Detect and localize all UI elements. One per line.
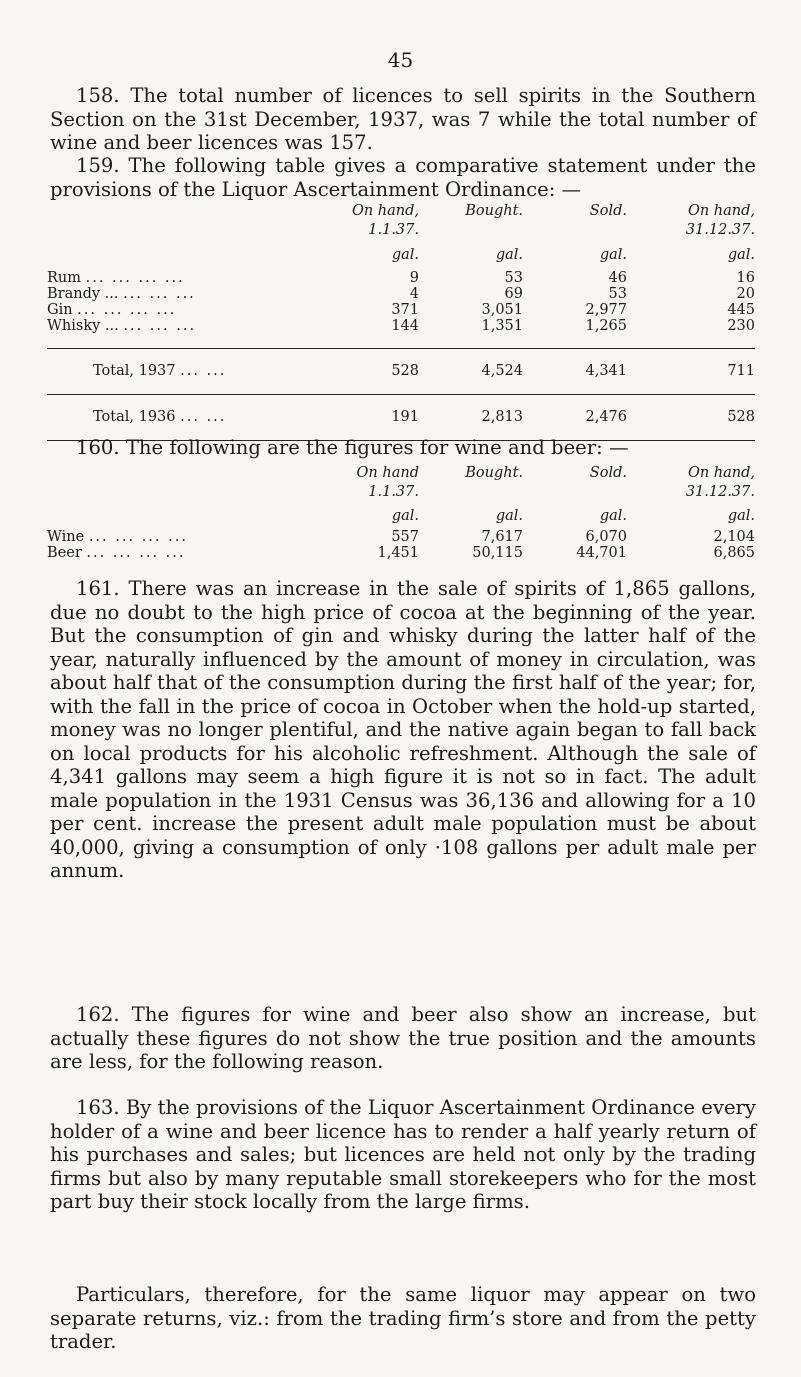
cell-on-hand-end: 2,104 [713, 529, 755, 545]
unit-label: gal. [727, 507, 755, 524]
row-label: Total, 1936 [93, 409, 176, 425]
table-row [47, 318, 755, 348]
unit-label: gal. [391, 507, 419, 524]
paragraph-162: 162. The figures for wine and beer also show an increase, but actually these figures do not show the true position and the amounts are less, for the following reason. [50, 1003, 756, 1073]
cell-sold: 46 [608, 270, 627, 286]
unit-label: gal. [727, 247, 755, 263]
cell-on-hand-end: 711 [627, 348, 755, 394]
header-bought: Bought. [465, 465, 523, 481]
table-row [47, 545, 755, 561]
header-on-hand-start: On hand [356, 465, 419, 481]
paragraph-163-continued: Particulars, therefore, for the same liquor may appear on two separate returns, viz.: from the trading firm’s store and from the petty trader. [50, 1283, 756, 1353]
total-row-1937 [47, 348, 755, 394]
cell-on-hand-end: 230 [727, 318, 755, 334]
header-date-start: 1.1.37. [368, 483, 419, 500]
unit-label: gal. [391, 247, 419, 263]
row-label: Wine [47, 529, 85, 545]
table-row [47, 529, 755, 545]
leader-dots: ... ... ... ... [85, 270, 185, 286]
cell-sold: 2,476 [523, 394, 627, 440]
table-row [47, 270, 755, 286]
wine-beer-table [47, 465, 755, 561]
cell-on-hand-end: 6,865 [713, 545, 755, 561]
unit-label: gal. [599, 507, 627, 524]
cell-on-hand-start: 371 [391, 302, 419, 318]
cell-on-hand-start: 9 [409, 270, 419, 286]
cell-sold: 1,265 [585, 318, 627, 334]
leader-dots: ... ... ... ... [77, 302, 177, 318]
leader-dots: ... ... ... ... [86, 545, 186, 561]
cell-on-hand-start: 1,451 [377, 545, 419, 561]
header-on-hand-end: On hand, [687, 465, 755, 481]
cell-sold: 44,701 [576, 545, 627, 561]
cell-on-hand-start: 528 [331, 348, 419, 394]
header-date-end: 31.12.37. [685, 221, 755, 238]
header-sold: Sold. [589, 465, 627, 481]
cell-bought: 50,115 [472, 545, 523, 561]
total-row-1936 [47, 394, 755, 440]
cell-sold: 53 [608, 286, 627, 302]
paragraph-158: 158. The total number of licences to sell spirits in the Southern Section on the 31st December, 1937, was 7 while the total number of wine and beer licences was 157. [50, 84, 756, 154]
paragraph-161: 161. There was an increase in the sale of spirits of 1,865 gallons, due no doubt to the high price of cocoa at the beginning of the year. But the consumption of gin and whisky during the latter half of the year, naturally influenced by the amount of money in circulation, was about half that of the consumption during the first half of the year; for, with the fall in the price of cocoa in October when the hold-up started, money was no longer plentiful, and the native again began to fall back on local products for his alcoholic refreshment. Although the sale of 4,341 gallons may seem a high figure it is not so in fact. The adult male population in the 1931 Census was 36,136 and allowing for a 10 per cent. increase the present adult male population must be about 40,000, giving a consumption of only ·108 gallons per adult male per annum. [50, 577, 756, 882]
table-row [47, 302, 755, 318]
paragraph-160: 160. The following are the figures for wine and beer: — [76, 436, 629, 459]
cell-on-hand-end: 528 [627, 394, 755, 440]
row-label: Gin [47, 302, 73, 318]
unit-label: gal. [599, 247, 627, 263]
spirits-date-row [47, 219, 755, 240]
cell-bought: 53 [504, 270, 523, 286]
paragraph-163: 163. By the provisions of the Liquor Ascertainment Ordinance every holder of a wine and beer licence has to render a half yearly return of his purchases and sales; but licences are held not only by the trading firms but also by many reputable small storekeepers who for the most part buy their stock locally from the large firms. [50, 1096, 756, 1213]
cell-sold: 2,977 [585, 302, 627, 318]
spirits-table [47, 203, 755, 441]
table-row [47, 286, 755, 302]
wine-beer-date-row [47, 481, 755, 502]
cell-on-hand-end: 16 [736, 270, 755, 286]
cell-on-hand-start: 4 [409, 286, 419, 302]
leader-dots: ... ... [180, 363, 227, 379]
header-on-hand-end: On hand, [687, 203, 755, 219]
cell-bought: 4,524 [419, 348, 523, 394]
paragraph-159: 159. The following table gives a comparative statement under the provisions of the Liquor Ascertainment Ordinance: — [50, 154, 756, 201]
header-on-hand-start: On hand, [351, 203, 419, 219]
page-number: 45 [387, 48, 414, 72]
row-label: Brandy ... [47, 286, 119, 302]
header-bought: Bought. [465, 203, 523, 219]
row-label: Total, 1937 [93, 363, 176, 379]
header-date-start: 1.1.37. [368, 221, 419, 238]
cell-bought: 69 [504, 286, 523, 302]
unit-label: gal. [495, 247, 523, 263]
unit-label: gal. [495, 507, 523, 524]
cell-on-hand-start: 557 [391, 529, 419, 545]
wine-beer-header-row [47, 465, 755, 481]
header-date-end: 31.12.37. [685, 483, 755, 500]
row-label: Beer [47, 545, 82, 561]
cell-bought: 2,813 [419, 394, 523, 440]
cell-on-hand-end: 20 [736, 286, 755, 302]
row-label: Whisky ... [47, 318, 119, 334]
cell-sold: 6,070 [585, 529, 627, 545]
cell-on-hand-start: 191 [331, 394, 419, 440]
leader-dots: ... ... [180, 409, 227, 425]
spirits-unit-row [47, 240, 755, 270]
cell-on-hand-end: 445 [727, 302, 755, 318]
cell-on-hand-start: 144 [391, 318, 419, 334]
header-sold: Sold. [589, 203, 627, 219]
leader-dots: ... ... ... ... [88, 529, 188, 545]
cell-sold: 4,341 [523, 348, 627, 394]
cell-bought: 1,351 [481, 318, 523, 334]
leader-dots: ... ... ... [123, 318, 197, 334]
wine-beer-unit-row [47, 502, 755, 529]
leader-dots: ... ... ... [123, 286, 196, 302]
cell-bought: 3,051 [481, 302, 523, 318]
spirits-header-row [47, 203, 755, 219]
row-label: Rum [47, 270, 82, 286]
cell-bought: 7,617 [481, 529, 523, 545]
